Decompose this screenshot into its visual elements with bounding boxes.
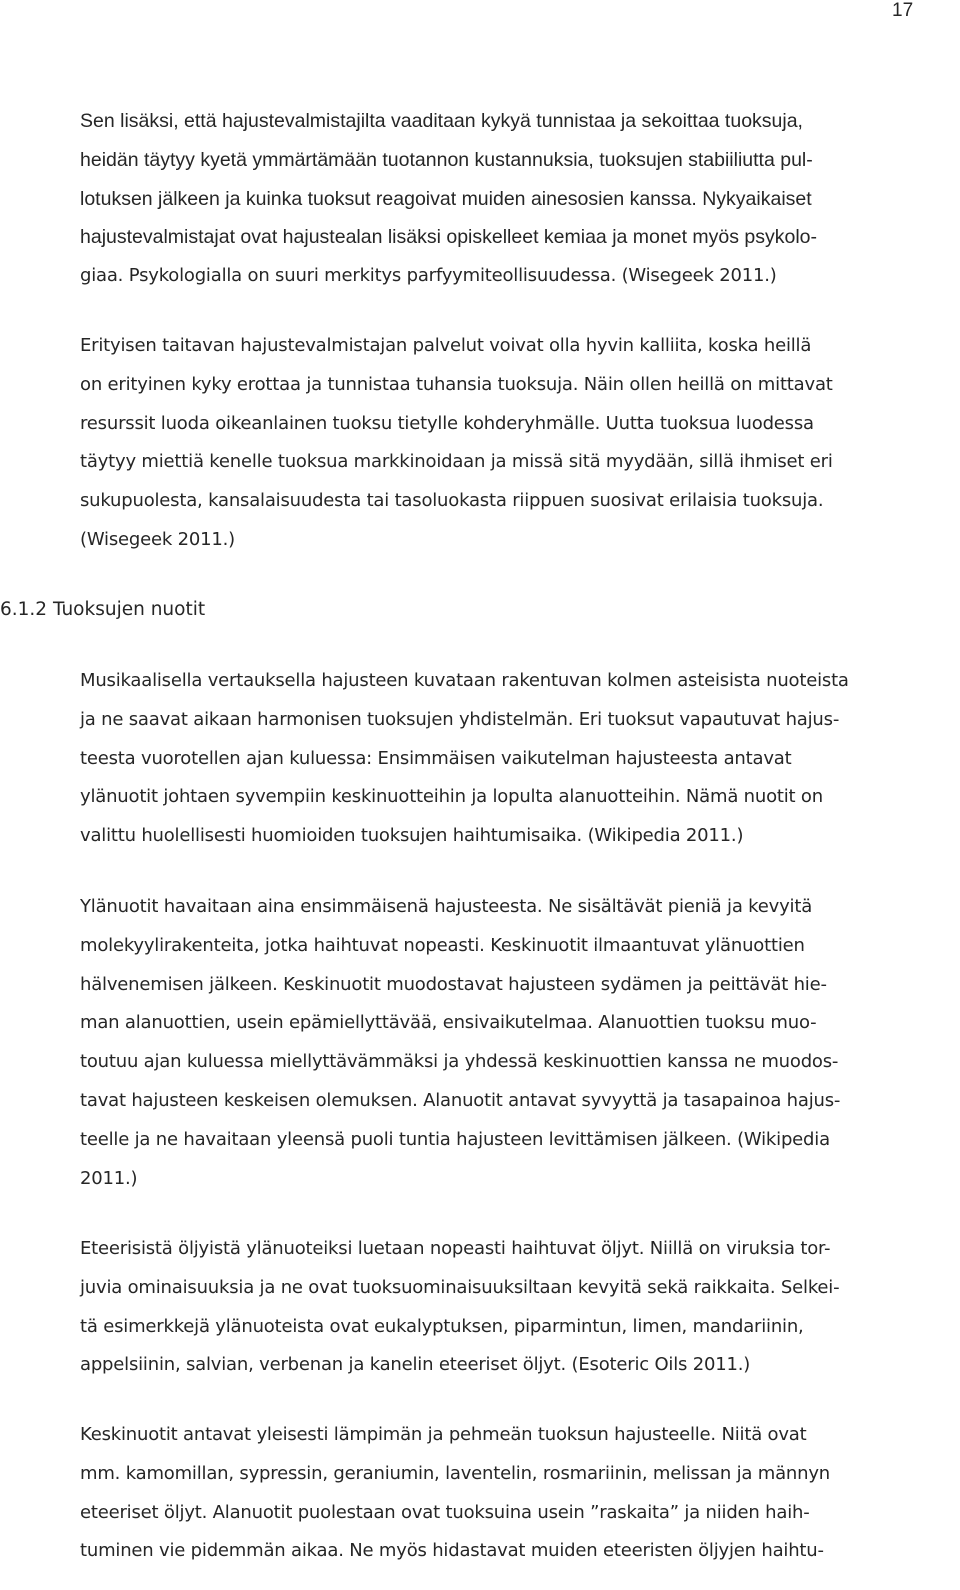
page-number: 17 [892,0,914,21]
text-line: appelsiinin, salvian, verbenan ja kanelin eteeriset öljyt. (Esoteric Oils 2011.) [80,1354,751,1376]
text-line: teesta vuorotellen ajan kuluessa: Ensimmäisen vaikutelman hajusteesta antavat [80,747,792,769]
text-line: ylänuotit johtaen syvempiin keskinuotteihin ja lopulta alanuotteihin. Nämä nuotit on [80,786,823,808]
text-line: giaa. Psykologialla on suuri merkitys parfyymiteollisuudessa. (Wisegeek 2011.) [80,265,777,287]
text-line: heidän täytyy kyetä ymmärtämään tuotannon kustannuksia, tuoksujen stabiiliutta pul- [80,148,813,171]
text-line: Sen lisäksi, että hajustevalmistajilta vaaditaan kykyä tunnistaa ja sekoittaa tuoksuja, [80,110,803,132]
paragraph-6 [80,1416,952,1571]
text-line: Keskinuotit antavat yleisesti lämpimän ja pehmeän tuoksun hajusteelle. Niitä ovat [80,1424,807,1445]
text-line: sukupuolesta, kansalaisuudesta tai tasoluokasta riippuen suosivat erilaisia tuoksuja. [80,490,824,512]
text-line: toutuu ajan kuluessa miellyttävämmäksi ja yhdessä keskinuottien kanssa ne muodos- [80,1051,839,1073]
text-line: eteeriset öljyt. Alanuotit puolestaan ovat tuoksuina usein ”raskaita” ja niiden haih- [80,1501,810,1523]
text-line: hajustevalmistajat ovat hajustealan lisäksi opiskelleet kemiaa ja monet myös psykolo- [80,226,818,249]
text-line: 2011.) [80,1167,138,1189]
text-line: man alanuottien, usein epämiellyttävää, ensivaikutelmaa. Alanuottien tuoksu muo- [80,1012,817,1034]
text-line: hälvenemisen jälkeen. Keskinuotit muodostavat hajusteen sydämen ja peittävät hie- [80,973,827,995]
paragraph-3 [80,662,952,856]
text-line: lotuksen jälkeen ja kuinka tuoksut reagoivat muiden ainesosien kanssa. Nykyaikaiset [80,187,812,210]
text-line: täytyy miettiä kenelle tuoksua markkinoidaan ja missä sitä myydään, sillä ihmiset eri [80,451,833,473]
text-line: resurssit luoda oikeanlainen tuoksu tietylle kohderyhmälle. Uutta tuoksua luodessa [80,412,814,434]
text-line: tuminen vie pidemmän aikaa. Ne myös hidastavat muiden eteeristen öljyjen haihtu- [80,1540,824,1562]
text-line: ja ne saavat aikaan harmonisen tuoksujen yhdistelmän. Eri tuoksut vapautuvat hajus- [80,708,840,730]
paragraph-1 [80,102,952,296]
text-line: Eteerisistä öljyistä ylänuoteiksi luetaan nopeasti haihtuvat öljyt. Niillä on viruksia tor- [80,1238,831,1259]
text-line: juvia ominaisuuksia ja ne ovat tuoksuominaisuuksiltaan kevyitä sekä raikkaita. Selkei- [80,1276,840,1298]
text-line: Erityisen taitavan hajustevalmistajan palvelut voivat olla hyvin kalliita, koska heillä [80,335,812,356]
text-line: on erityinen kyky erottaa ja tunnistaa tuhansia tuoksuja. Näin ollen heillä on mittavat [80,373,833,395]
text-line: valittu huolellisesti huomioiden tuoksujen haihtumisaika. (Wikipedia 2011.) [80,825,744,847]
text-line: Musikaalisella vertauksella hajusteen kuvataan rakentuvan kolmen asteisista nuoteista [80,670,849,691]
text-line: tä esimerkkejä ylänuoteista ovat eukalyptuksen, piparmintun, limen, mandariinin, [80,1315,804,1337]
text-line: molekyylirakenteita, jotka haihtuvat nopeasti. Keskinuotit ilmaantuvat ylänuottien [80,934,805,956]
text-line: mm. kamomillan, sypressin, geraniumin, laventelin, rosmariinin, melissan ja männyn [80,1462,830,1484]
text-line: (Wisegeek 2011.) [80,528,235,550]
text-line: Ylänuotit havaitaan aina ensimmäisenä hajusteesta. Ne sisältävät pieniä ja kevyitä [80,896,813,917]
text-line: tavat hajusteen keskeisen olemuksen. Alanuotit antavat syvyyttä ja tasapainoa hajus- [80,1089,841,1111]
text-line: teelle ja ne havaitaan yleensä puoli tuntia hajusteen levittämisen jälkeen. (Wikipedia [80,1128,830,1150]
paragraph-2 [80,327,952,560]
section-heading: 6.1.2 Tuoksujen nuotit [0,599,206,620]
paragraph-4 [80,888,952,1198]
paragraph-5 [80,1230,952,1385]
